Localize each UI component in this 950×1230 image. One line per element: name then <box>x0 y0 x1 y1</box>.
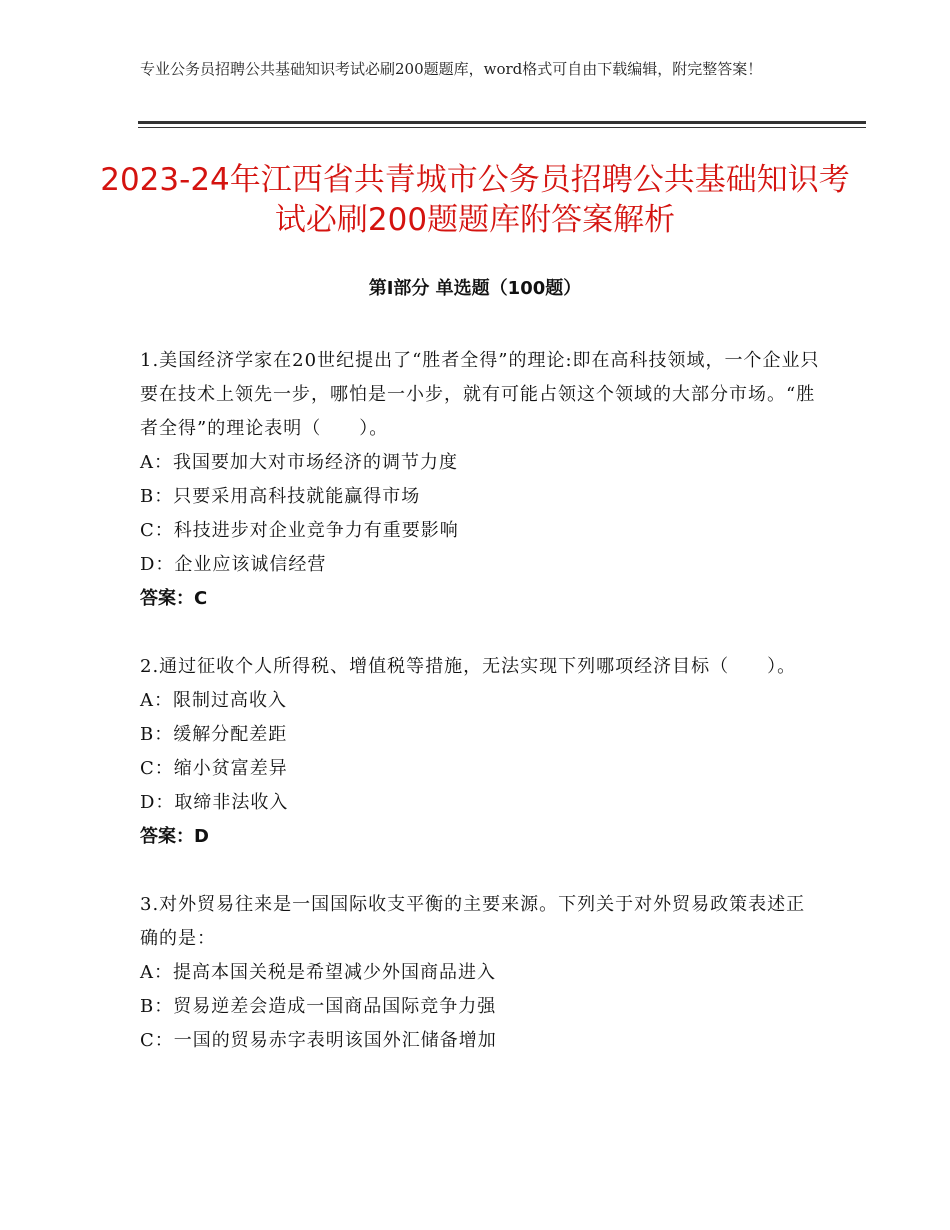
option-b: B：只要采用高科技就能赢得市场 <box>140 486 421 507</box>
option-a: A：我国要加大对市场经济的调节力度 <box>140 452 458 473</box>
question-2 <box>140 650 820 854</box>
header-note: 专业公务员招聘公共基础知识考试必刷200题题库，word格式可自由下载编辑，附完整答案！ <box>140 60 763 78</box>
header-rule-thin <box>138 127 866 128</box>
question-stem: 2.通过征收个人所得税、增值税等措施，无法实现下列哪项经济目标（ ）。 <box>140 656 797 677</box>
question-1 <box>140 344 820 616</box>
question-3 <box>140 888 820 1058</box>
answer: 答案：C <box>140 588 208 609</box>
question-list <box>140 344 820 1092</box>
answer: 答案：D <box>140 826 209 847</box>
option-b: B：缓解分配差距 <box>140 724 288 745</box>
section-title: 第Ⅰ部分 单选题（100题） <box>368 278 582 299</box>
document-title: 2023-24年江西省共青城市公务员招聘公共基础知识考试必刷200题题库附答案解析 <box>100 162 850 238</box>
question-stem: 3.对外贸易往来是一国国际收支平衡的主要来源。下列关于对外贸易政策表述正确的是： <box>140 894 806 949</box>
option-b: B：贸易逆差会造成一国商品国际竞争力强 <box>140 996 497 1017</box>
option-d: D：企业应该诚信经营 <box>140 554 327 575</box>
option-d: D：取缔非法收入 <box>140 792 289 813</box>
option-c: C：一国的贸易赤字表明该国外汇储备增加 <box>140 1030 497 1051</box>
question-stem: 1.美国经济学家在20世纪提出了“胜者全得”的理论:即在高科技领域，一个企业只要在技术上领先一步，哪怕是一小步，就有可能占领这个领域的大部分市场。“胜者全得”的理论表明（ ）。 <box>140 350 820 439</box>
option-c: C：缩小贫富差异 <box>140 758 288 779</box>
option-a: A：提高本国关税是希望减少外国商品进入 <box>140 962 496 983</box>
option-a: A：限制过高收入 <box>140 690 287 711</box>
header-rule-thick <box>138 121 866 124</box>
option-c: C：科技进步对企业竞争力有重要影响 <box>140 520 459 541</box>
